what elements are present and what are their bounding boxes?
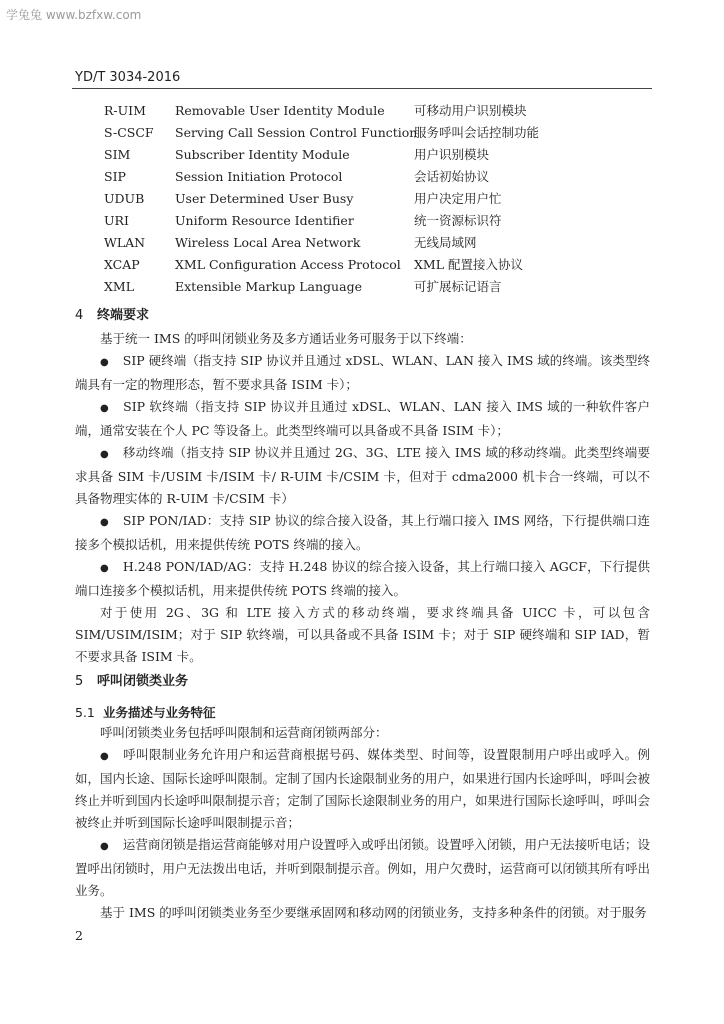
chinese-term: 可移动用户识别模块 [414, 103, 527, 118]
bullet-item [75, 834, 650, 902]
bullet-item [75, 350, 650, 396]
english-term: Extensible Markup Language [175, 279, 362, 294]
bullet-icon: ● [100, 357, 109, 368]
english-term: Session Initiation Protocol [175, 169, 343, 184]
abbreviation: UDUB [104, 191, 145, 206]
bullet-item [75, 442, 650, 510]
paragraph: 对于使用 2G、3G 和 LTE 接入方式的移动终端，要求终端具备 UICC 卡，可以包含 SIM/USIM/ISIM；对于 SIP 软终端，可以具备或不具备 ISIM 卡；对于 SIP 硬终端和 SIP IAD，暂不要求具备 ISIM 卡。 [75, 605, 650, 664]
section-4-heading [75, 304, 149, 323]
section-number: 4 [75, 308, 84, 323]
header-rule [72, 88, 652, 89]
chinese-term: 用户识别模块 [414, 147, 490, 162]
chinese-term: 服务呼叫会话控制功能 [414, 125, 540, 140]
bullet-text: SIP PON/IAD：支持 SIP 协议的综合接入设备，其上行端口接入 IMS 网络，下行提供端口连接多个模拟话机，用来提供传统 POTS 终端的接入。 [75, 513, 650, 552]
watermark: 学兔兔 www.bzfxw.com [6, 8, 142, 22]
section-number: 5 [75, 674, 84, 689]
bullet-icon: ● [100, 563, 109, 574]
bullet-text: 运营商闭锁是指运营商能够对用户设置呼入或呼出闭锁。设置呼入闭锁，用户无法接听电话；设置呼出闭锁时，用户无法拨出电话，并听到限制提示音。例如，用户欠费时，运营商可以闭锁其所有呼出业务。 [75, 837, 651, 898]
section-5-1-heading [75, 703, 216, 721]
chinese-term: 可扩展标记语言 [414, 279, 502, 294]
english-term: Serving Call Session Control Function [175, 125, 418, 140]
english-term: Removable User Identity Module [175, 103, 385, 118]
bullet-item [75, 510, 650, 556]
document-id: YD/T 3034-2016 [75, 70, 181, 85]
abbreviation: URI [104, 213, 129, 228]
chinese-term: 用户决定用户忙 [414, 191, 502, 206]
paragraph: 呼叫闭锁类业务包括呼叫限制和运营商闭锁两部分： [100, 725, 388, 740]
section-title: 业务描述与业务特征 [103, 705, 216, 720]
chinese-term: 会话初始协议 [414, 169, 490, 184]
section-5-1-body [75, 722, 650, 924]
bullet-icon: ● [100, 751, 110, 762]
abbreviation: SIM [104, 147, 131, 162]
english-term: Subscriber Identity Module [175, 147, 350, 162]
page-number: 2 [75, 928, 83, 943]
english-term: XML Configuration Access Protocol [175, 257, 401, 272]
english-term: User Determined User Busy [175, 191, 354, 206]
abbreviation: SIP [104, 169, 126, 184]
bullet-text: SIP 硬终端（指支持 SIP 协议并且通过 xDSL、WLAN、LAN 接入 IMS 域的终端。该类型终端具有一定的物理形态，暂不要求具备 ISIM 卡）； [75, 353, 650, 392]
bullet-text: SIP 软终端（指支持 SIP 协议并且通过 xDSL、WLAN、LAN 接入 IMS 域的一种软件客户端，通常安装在个人 PC 等设备上。此类型终端可以具备或不具备 ISIM 卡）； [75, 399, 650, 438]
english-term: Uniform Resource Identifier [175, 213, 354, 228]
bullet-item [75, 744, 650, 834]
bullet-icon: ● [100, 841, 109, 852]
bullet-text: H.248 PON/IAD/AG：支持 H.248 协议的综合接入设备，其上行端口接入 AGCF，下行提供端口连接多个模拟话机，用来提供传统 POTS 终端的接入。 [75, 559, 650, 598]
section-number: 5.1 [75, 705, 95, 720]
english-term: Wireless Local Area Network [175, 235, 361, 250]
abbreviation: R-UIM [104, 103, 146, 118]
bullet-icon: ● [100, 517, 109, 528]
bullet-text: 移动终端（指支持 SIP 协议并且通过 2G、3G、LTE 接入 IMS 域的移动终端。此类型终端要求具备 SIM 卡/USIM 卡/ISIM 卡/ R-UIM 卡/CSIM 卡，但对于 cdma2000 机卡合一终端，可以不具备物理实体的 R-UIM 卡/CSIM 卡） [75, 445, 650, 506]
chinese-term: XML 配置接入协议 [414, 257, 523, 272]
section-title: 终端要求 [97, 308, 150, 323]
bullet-text: 呼叫限制业务允许用户和运营商根据号码、媒体类型、时间等，设置限制用户呼出或呼入。例如，国内长途、国际长途呼叫限制。定制了国内长途限制业务的用户，如果进行国内长途呼叫，呼叫会被终止并听到国内长途呼叫限制提示音；定制了国际长途限制业务的用户，如果进行国际长途呼叫，呼叫会被终止并听到国际长途呼叫限制提示音； [75, 747, 651, 830]
abbreviation: WLAN [104, 235, 146, 250]
chinese-term: 统一资源标识符 [414, 213, 502, 228]
bullet-item [75, 396, 650, 442]
bullet-item [75, 556, 650, 602]
paragraph: 基于统一 IMS 的呼叫闭锁业务及多方通话业务可服务于以下终端： [100, 331, 472, 346]
section-5-heading [75, 670, 188, 689]
abbreviation: XML [104, 279, 134, 294]
abbreviation: S-CSCF [104, 125, 154, 140]
abbreviation: XCAP [104, 257, 140, 272]
section-title: 呼叫闭锁类业务 [97, 674, 189, 689]
chinese-term: 无线局域网 [414, 235, 477, 250]
section-4-body [75, 328, 650, 668]
bullet-icon: ● [100, 403, 110, 414]
paragraph: 基于 IMS 的呼叫闭锁类业务至少要继承固网和移动网的闭锁业务，支持多种条件的闭锁。对于服务 [100, 905, 647, 920]
bullet-icon: ● [100, 449, 109, 460]
